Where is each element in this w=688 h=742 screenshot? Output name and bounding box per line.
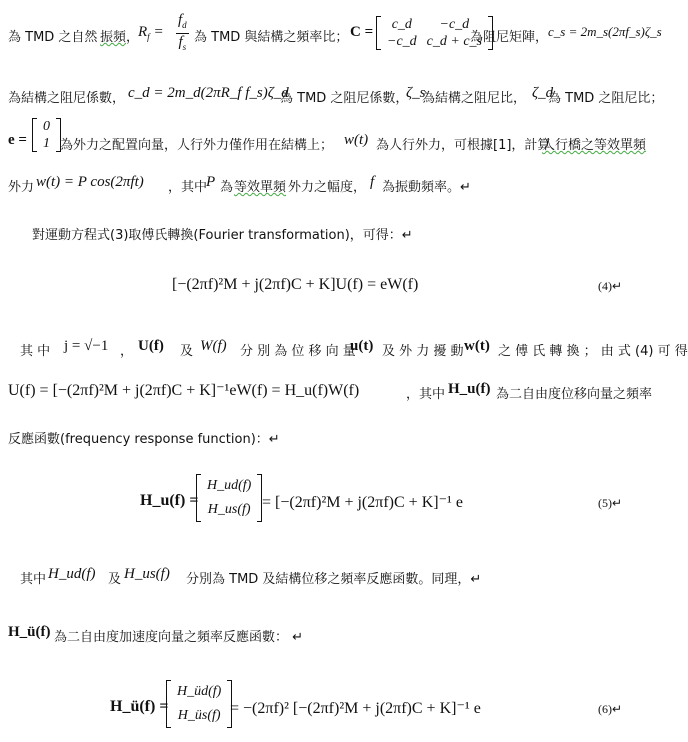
Hacc-symbol: H_ü(f)	[8, 624, 51, 640]
wt-symbol: w(t)	[344, 132, 369, 148]
eq6-rhs: = −(2πf)² [−(2πf)²M + j(2πf)C + K]⁻¹ e	[230, 700, 481, 717]
paragraph-1	[8, 12, 662, 56]
eq6-number: (6)↵	[598, 702, 623, 716]
p3-seg2: 為人行外力，可根據[1]，計算	[376, 138, 551, 153]
p3-seg7: 為振動頻率。↵	[382, 180, 471, 195]
p6-seg1: ，其中	[406, 387, 446, 402]
eq4-number: (4)↵	[598, 279, 623, 293]
p5-seg4: 分 別 為 位 移 向 量	[240, 344, 356, 359]
p5-seg5: 及 外 力 擾 動	[382, 344, 464, 359]
e-vec-0: 0	[43, 119, 50, 134]
paragraph-4: 對運動方程式(3)取傅氏轉換(Fourier transformation)，可得：↵	[32, 228, 413, 243]
p3-seg2-wavy: 人行橋之等效單頻	[542, 138, 647, 153]
p2-seg4: 為 TMD 之阻尼比；	[548, 91, 664, 106]
eq6-lhs: H_ü(f) =	[110, 698, 169, 715]
e-label: e =	[8, 132, 27, 148]
mat-r2c2: c_d + c_s	[426, 34, 482, 49]
cd-expression: c_d = 2m_d(2πR_f f_s)ζ_d	[128, 85, 289, 101]
p5-seg2: ，	[120, 344, 134, 359]
paragraph-3	[8, 118, 657, 198]
rf-symbol: $R_f$ =	[138, 24, 164, 42]
ut-symbol: u(t)	[350, 338, 374, 354]
p8-seg1: 其中	[20, 572, 47, 587]
Uf-expression: U(f) = [−(2πf)²M + j(2πf)C + K]⁻¹eW(f) = H_u(f)W(f)	[8, 382, 360, 399]
Hus-symbol: H_us(f)	[124, 566, 170, 582]
f-symbol: f	[370, 174, 375, 190]
eq6-vec-1: H_üs(f)	[177, 708, 221, 723]
p1-seg2: ，	[126, 30, 140, 45]
eq5-rhs: = [−(2πf)²M + j(2πf)C + K]⁻¹ e	[262, 494, 463, 511]
p1-seg3: 為 TMD 與結構之頻率比；	[194, 30, 349, 45]
p3-seg5: 為	[220, 180, 234, 195]
p8-seg2: 及	[108, 572, 122, 587]
c-matrix-label: C =	[350, 24, 374, 40]
cs-expression: c_s = 2m_s(2πf_s)ζ_s	[548, 24, 662, 39]
paragraph-6	[8, 380, 657, 404]
p9-seg1: 為二自由度加速度向量之頻率反應函數： ↵	[54, 630, 304, 645]
eq5-lhs: H_u(f) =	[140, 492, 199, 509]
p3-seg4: ，其中	[168, 180, 208, 195]
frequency-ratio-fraction: $\frac{f_d}{f_s}$	[178, 12, 187, 52]
mat-r2c1: −c_d	[387, 34, 417, 49]
eq5-number: (5)↵	[598, 496, 623, 510]
p3-seg6: 外力之幅度，	[288, 180, 367, 195]
paragraph-9	[8, 624, 657, 646]
p1-seg1: 為 TMD 之自然	[8, 30, 98, 45]
equation-4	[0, 276, 657, 298]
Uf-symbol: U(f)	[138, 338, 164, 354]
eq6-vec-0: H_üd(f)	[177, 684, 222, 699]
p6-seg2: 為二自由度位移向量之頻率	[496, 387, 653, 402]
eq5-vector	[196, 474, 262, 522]
p2-seg3: 為結構之阻尼比，	[422, 91, 527, 106]
equation-5	[0, 472, 657, 532]
mat-r1c1: c_d	[391, 17, 412, 32]
paragraph-2	[8, 84, 664, 106]
equation-6	[0, 678, 657, 738]
e-vec-1: 1	[43, 136, 50, 151]
p1-seg4: 為阻尼矩陣，	[470, 30, 549, 45]
paragraph-7: 反應函數(frequency response function)：↵	[8, 432, 280, 447]
zeta-s: ζ_s	[406, 85, 426, 101]
p5-seg6: 之 傅 氏 轉 換 ； 由 式 (4) 可 得	[498, 344, 688, 359]
paragraph-8	[20, 566, 657, 588]
Hu-symbol: H_u(f)	[448, 381, 491, 397]
eq5-vec-0: H_ud(f)	[207, 478, 252, 493]
p3-seg3: 外力	[8, 180, 35, 195]
paragraph-5	[20, 338, 688, 360]
p3-seg1: 為外力之配置向量，人行外力僅作用在結構上；	[60, 138, 334, 153]
zeta-d: ζ_d	[532, 85, 554, 101]
p2-seg2: 為 TMD 之阻尼係數，	[280, 91, 409, 106]
j-expression: j = √−1	[64, 338, 109, 354]
eq6-vector	[166, 680, 232, 728]
p2-seg1: 為結構之阻尼係數，	[8, 91, 126, 106]
p5-seg1: 其 中	[20, 344, 51, 359]
wt-expression: w(t) = P cos(2πft)	[36, 174, 144, 190]
p5-seg3: 及	[180, 344, 194, 359]
wt-bold-symbol: w(t)	[464, 338, 490, 354]
mat-r1c2: −c_d	[439, 17, 470, 32]
p8-seg3: 分別為 TMD 及結構位移之頻率反應函數。同理，↵	[186, 572, 482, 587]
e-vector	[32, 118, 61, 152]
Wf-symbol: W(f)	[200, 338, 227, 354]
p1-seg1-wavy: 振頻	[100, 30, 127, 45]
p3-seg5-wavy: 等效單頻	[234, 180, 287, 195]
eq4-expression: [−(2πf)²M + j(2πf)C + K]U(f) = eW(f)	[172, 276, 419, 293]
Hud-symbol: H_ud(f)	[48, 566, 96, 582]
p-symbol: P	[206, 174, 216, 190]
eq5-vec-1: H_us(f)	[207, 502, 251, 517]
